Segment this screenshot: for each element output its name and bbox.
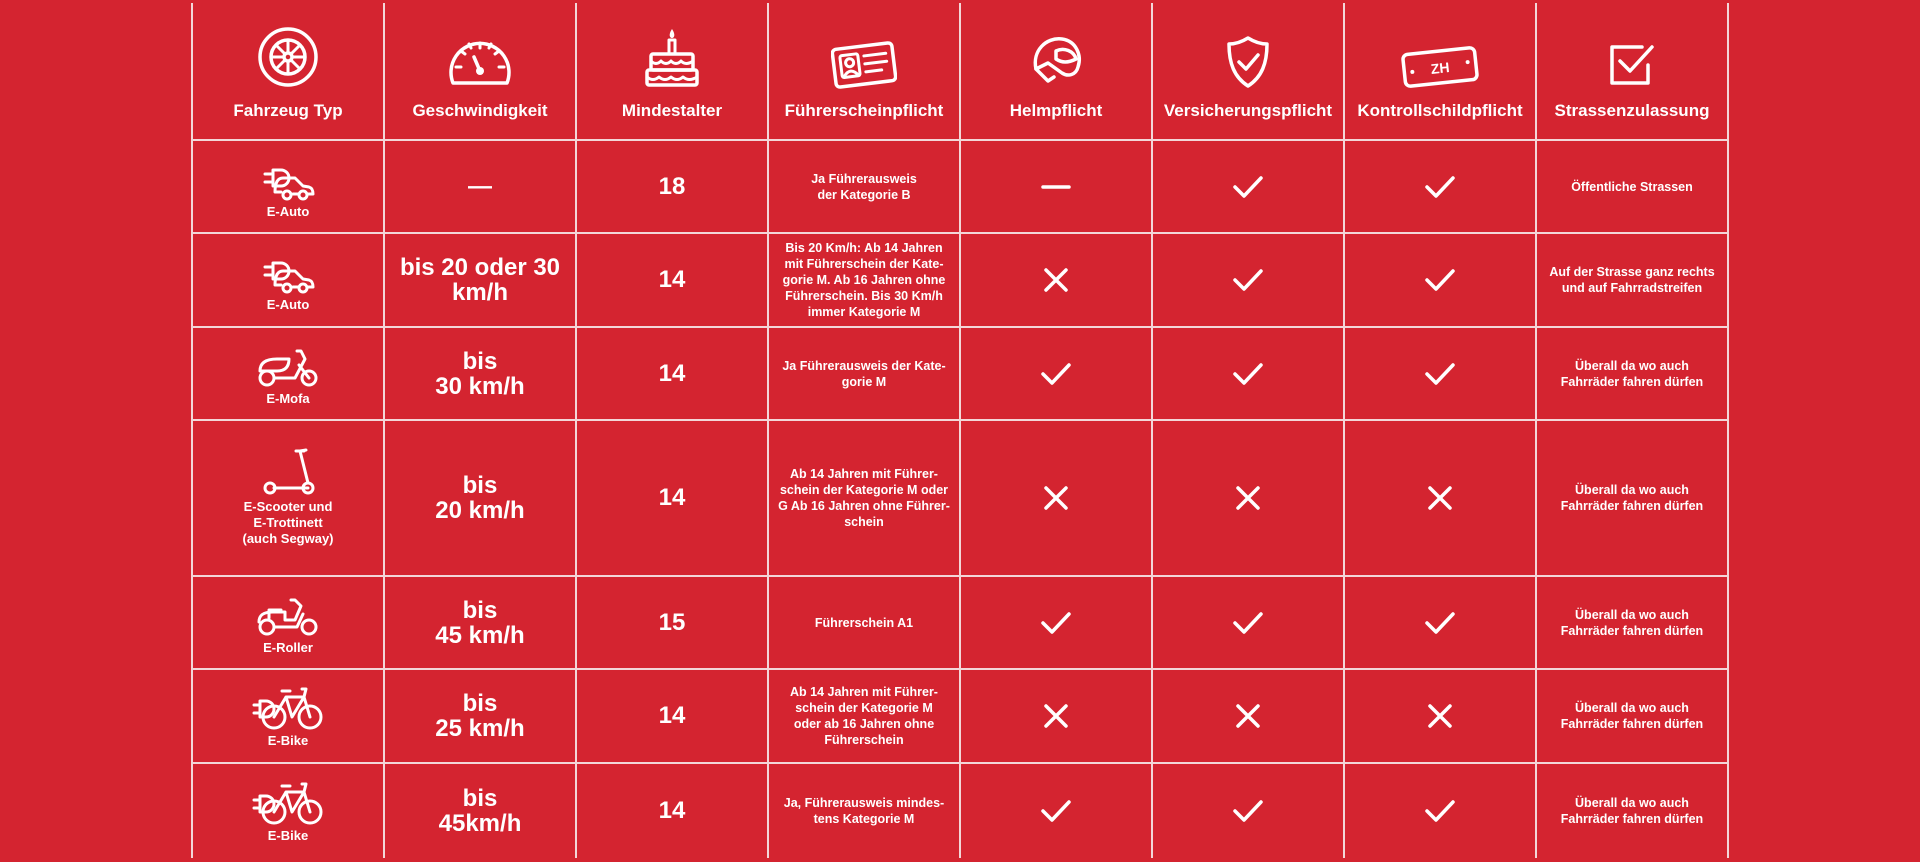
min-age-cell	[577, 577, 769, 670]
vehicle-type-cell	[193, 670, 385, 764]
plate-cell	[1345, 141, 1537, 234]
license-cell	[769, 577, 961, 670]
speed-value: bis 45km/h	[438, 785, 522, 837]
header-cell	[1345, 3, 1537, 141]
min-age-value: 14	[658, 359, 686, 387]
header-cell	[769, 3, 961, 141]
vehicle-label: E-Bike	[267, 828, 309, 843]
helmet-cell	[961, 764, 1153, 858]
license-text: Bis 20 Km/h: Ab 14 Jahren mit Führerschein der Kate- gorie M. Ab 16 Jahren ohne Führerschein. Bis 30 Km/h immer Kategorie M	[782, 241, 946, 319]
speed-value: bis 20 km/h	[435, 472, 525, 524]
insurance-cell	[1153, 328, 1345, 421]
check-icon	[1423, 360, 1457, 388]
road-approval-cell	[1537, 234, 1729, 328]
min-age-value: 14	[658, 797, 686, 824]
insurance-cell	[1153, 421, 1345, 577]
license-text: Ja Führerausweis der Kategorie B	[811, 171, 917, 202]
insurance-cell	[1153, 141, 1345, 234]
vehicle-label: E-Auto	[266, 297, 310, 312]
road-approval-cell	[1537, 328, 1729, 421]
dash-icon	[1041, 184, 1071, 190]
license-cell	[769, 234, 961, 328]
shield-check-icon	[1226, 23, 1270, 89]
cross-icon	[1042, 702, 1070, 730]
helmet-cell	[961, 670, 1153, 764]
license-plate-icon	[1400, 23, 1480, 89]
license-text: Ja Führerausweis der Kate- gorie M	[782, 358, 946, 389]
road-approval-text: Auf der Strasse ganz rechts und auf Fahrradstreifen	[1549, 265, 1715, 295]
vehicle-label: E-Mofa	[266, 390, 310, 406]
speed-cell	[385, 577, 577, 670]
min-age-cell	[577, 421, 769, 577]
helmet-cell	[961, 328, 1153, 421]
road-approval-text: Überall da wo auch Fahrräder fahren dürfen	[1560, 358, 1704, 389]
check-icon	[1423, 609, 1457, 637]
checkbox-checked-icon	[1608, 23, 1656, 89]
speed-value: bis 25 km/h	[435, 690, 525, 742]
min-age-value: 14	[658, 266, 686, 293]
min-age-cell	[577, 234, 769, 328]
insurance-cell	[1153, 670, 1345, 764]
min-age-cell	[577, 670, 769, 764]
plate-cell	[1345, 234, 1537, 328]
license-text: Führerschein A1	[814, 615, 914, 630]
cross-icon	[1042, 484, 1070, 512]
cross-icon	[1426, 484, 1454, 512]
moped-icon	[255, 341, 321, 389]
vehicle-regulations-table	[191, 3, 1729, 858]
header-cell	[385, 3, 577, 141]
min-age-value: 14	[658, 702, 686, 729]
road-approval-cell	[1537, 421, 1729, 577]
vehicle-label: E-Bike	[267, 733, 309, 748]
road-approval-text: Öffentliche Strassen	[1571, 179, 1693, 194]
check-icon	[1423, 797, 1457, 825]
check-icon	[1231, 609, 1265, 637]
header-label: Fahrzeug Typ	[233, 101, 343, 120]
helmet-cell	[961, 234, 1153, 328]
road-approval-cell	[1537, 670, 1729, 764]
insurance-cell	[1153, 764, 1345, 858]
license-text: Ab 14 Jahren mit Führer- schein der Kategorie M oder ab 16 Jahren ohne Führerschein	[790, 685, 938, 747]
header-label: Führerscheinpflicht	[784, 101, 944, 120]
road-approval-cell	[1537, 141, 1729, 234]
scooter-icon	[255, 590, 321, 638]
road-approval-text: Überall da wo auch Fahrräder fahren dürfen	[1560, 701, 1704, 731]
license-cell	[769, 421, 961, 577]
road-approval-cell	[1537, 577, 1729, 670]
check-icon	[1231, 173, 1265, 201]
road-approval-text: Überall da wo auch Fahrräder fahren dürfen	[1560, 796, 1704, 826]
road-approval-cell	[1537, 764, 1729, 858]
check-icon	[1039, 360, 1073, 388]
kick-scooter-icon	[258, 449, 318, 497]
min-age-cell	[577, 328, 769, 421]
vehicle-label: E-Auto	[266, 203, 310, 219]
min-age-value: 15	[658, 608, 686, 636]
min-age-cell	[577, 141, 769, 234]
cross-icon	[1426, 702, 1454, 730]
vehicle-type-cell	[193, 234, 385, 328]
speed-cell	[385, 764, 577, 858]
electric-car-icon	[261, 154, 315, 202]
plate-cell	[1345, 764, 1537, 858]
speed-cell	[385, 141, 577, 234]
speedometer-icon	[447, 23, 513, 89]
check-icon	[1423, 173, 1457, 201]
check-icon	[1231, 360, 1265, 388]
header-cell	[577, 3, 769, 141]
cross-icon	[1234, 484, 1262, 512]
vehicle-type-cell	[193, 764, 385, 858]
speed-value: bis 45 km/h	[435, 596, 525, 649]
speed-cell	[385, 328, 577, 421]
speed-value: bis 30 km/h	[435, 347, 525, 400]
check-icon	[1231, 266, 1265, 294]
check-icon	[1039, 797, 1073, 825]
speed-value: —	[468, 173, 492, 200]
header-cell	[193, 3, 385, 141]
road-approval-text: Überall da wo auch Fahrräder fahren dürfen	[1560, 607, 1704, 638]
plate-cell	[1345, 670, 1537, 764]
wheel-icon	[256, 23, 320, 89]
vehicle-type-cell	[193, 141, 385, 234]
license-text: Ab 14 Jahren mit Führer- schein der Kategorie M oder G Ab 16 Jahren ohne Führer- schein	[778, 467, 950, 529]
speed-value: bis 20 oder 30 km/h	[399, 254, 561, 306]
license-text: Ja, Führerausweis mindes- tens Kategorie M	[783, 796, 945, 826]
header-cell	[1537, 3, 1729, 141]
cross-icon	[1042, 266, 1070, 294]
speed-cell	[385, 421, 577, 577]
check-icon	[1231, 797, 1265, 825]
id-card-icon	[831, 23, 897, 89]
plate-label: ZH	[1429, 59, 1451, 77]
min-age-value: 18	[658, 172, 686, 200]
plate-cell	[1345, 577, 1537, 670]
plate-cell	[1345, 421, 1537, 577]
check-icon	[1423, 266, 1457, 294]
helmet-cell	[961, 421, 1153, 577]
cross-icon	[1234, 702, 1262, 730]
road-approval-text: Überall da wo auch Fahrräder fahren dürfen	[1560, 483, 1704, 513]
insurance-cell	[1153, 234, 1345, 328]
header-label: Mindestalter	[621, 101, 723, 120]
speed-cell	[385, 234, 577, 328]
helmet-cell	[961, 141, 1153, 234]
electric-bike-icon	[252, 778, 324, 826]
header-label: Helmpflicht	[1009, 101, 1103, 120]
header-cell	[1153, 3, 1345, 141]
license-cell	[769, 764, 961, 858]
min-age-value: 14	[658, 484, 686, 511]
license-cell	[769, 328, 961, 421]
plate-cell	[1345, 328, 1537, 421]
license-cell	[769, 670, 961, 764]
vehicle-type-cell	[193, 328, 385, 421]
vehicle-type-cell	[193, 421, 385, 577]
insurance-cell	[1153, 577, 1345, 670]
electric-car-icon	[261, 247, 315, 295]
check-icon	[1039, 609, 1073, 637]
helmet-icon	[1028, 23, 1084, 89]
birthday-cake-icon	[643, 23, 701, 89]
header-cell	[961, 3, 1153, 141]
vehicle-label: E-Roller	[263, 639, 313, 655]
min-age-cell	[577, 764, 769, 858]
header-label: Strassenzulassung	[1554, 101, 1710, 120]
header-label: Kontrollschildpflicht	[1357, 101, 1523, 120]
electric-bike-icon	[252, 683, 324, 731]
vehicle-label: E-Scooter und E-Trottinett (auch Segway)	[242, 499, 334, 546]
vehicle-type-cell	[193, 577, 385, 670]
helmet-cell	[961, 577, 1153, 670]
header-label: Geschwindigkeit	[412, 101, 548, 120]
license-cell	[769, 141, 961, 234]
speed-cell	[385, 670, 577, 764]
header-label: Versicherungspflicht	[1163, 101, 1333, 120]
